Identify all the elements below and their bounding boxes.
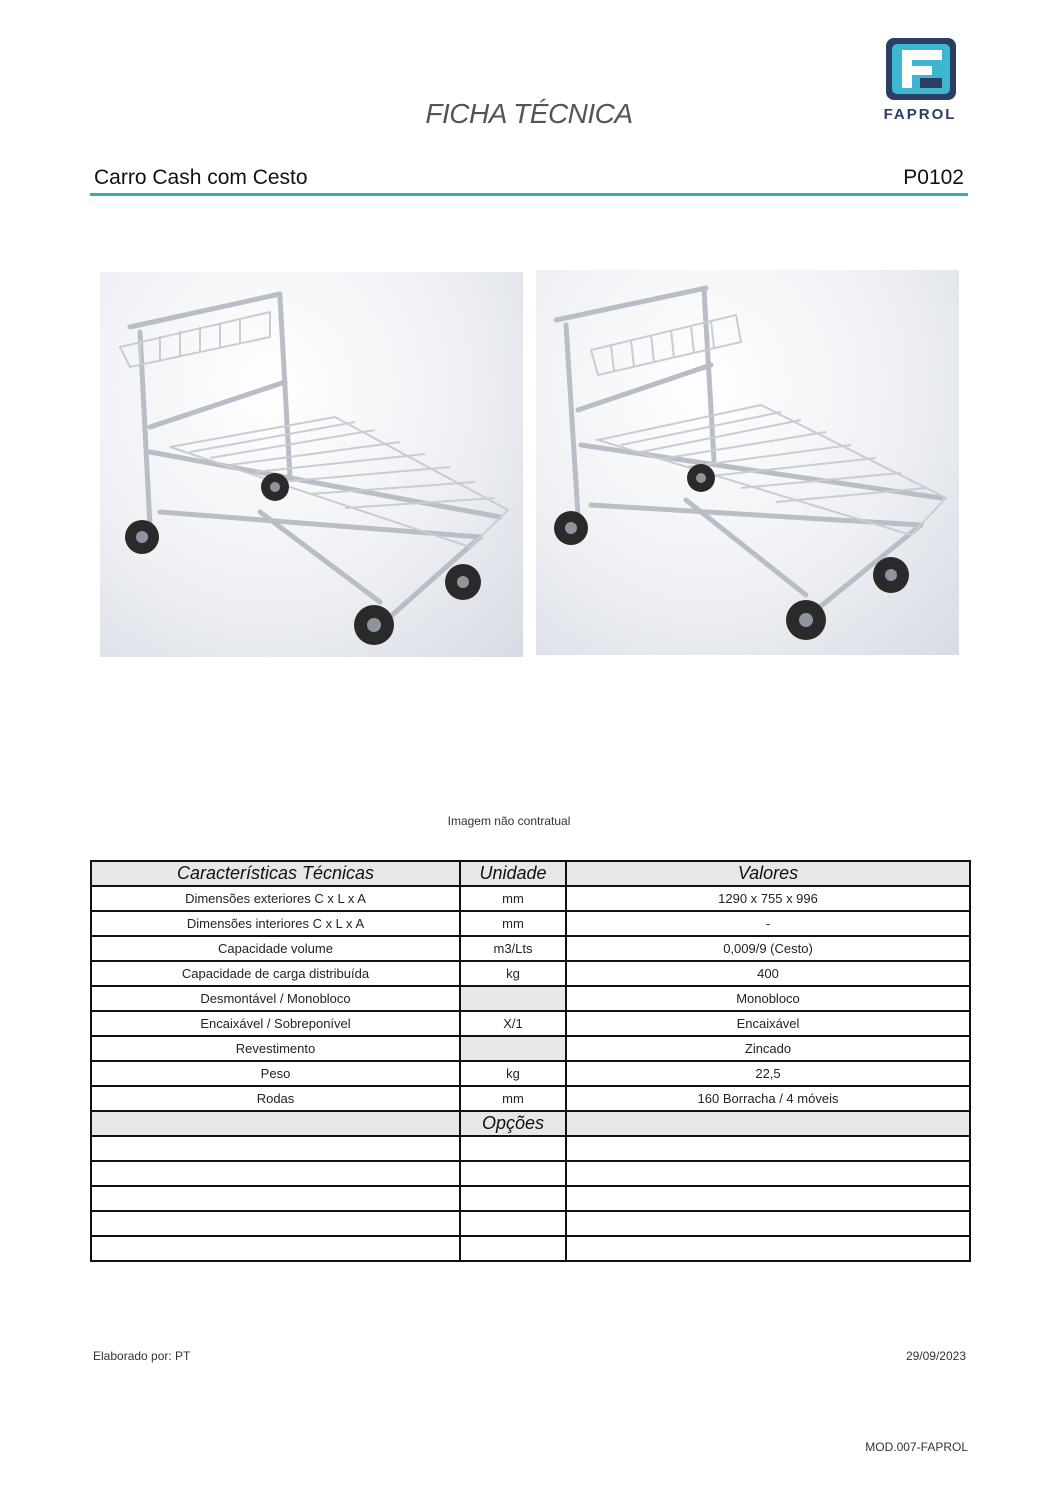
value-cell: 1290 x 755 x 996 (566, 886, 970, 911)
table-row (91, 961, 970, 986)
option-row (91, 1211, 970, 1236)
option-characteristic-cell (91, 1186, 460, 1211)
value-cell: 0,009/9 (Cesto) (566, 936, 970, 961)
cart-illustration-right (536, 270, 959, 657)
option-value-cell (566, 1161, 970, 1186)
option-row (91, 1161, 970, 1186)
characteristic-cell: Capacidade volume (91, 936, 460, 961)
option-row (91, 1136, 970, 1161)
header-values: Valores (566, 861, 970, 886)
characteristic-cell: Revestimento (91, 1036, 460, 1061)
characteristic-cell: Encaixável / Sobreponível (91, 1011, 460, 1036)
option-characteristic-cell (91, 1236, 460, 1261)
unit-cell (460, 986, 566, 1011)
table-row (91, 1061, 970, 1086)
value-cell: 160 Borracha / 4 móveis (566, 1086, 970, 1111)
document-title: FICHA TÉCNICA (425, 98, 633, 129)
value-cell: Encaixável (566, 1011, 970, 1036)
unit-cell: mm (460, 1086, 566, 1111)
options-header: Opções (460, 1111, 566, 1136)
characteristic-cell: Peso (91, 1061, 460, 1086)
options-header-row (91, 1111, 970, 1136)
option-value-cell (566, 1236, 970, 1261)
image-disclaimer: Imagem não contratual (447, 814, 571, 828)
header-unit: Unidade (460, 861, 566, 886)
cart-photo-left (100, 272, 523, 657)
option-characteristic-cell (91, 1211, 460, 1236)
characteristic-cell: Capacidade de carga distribuída (91, 961, 460, 986)
specs-table (90, 860, 971, 1262)
form-code: MOD.007-FAPROL (865, 1440, 968, 1454)
option-row (91, 1236, 970, 1261)
unit-cell: kg (460, 1061, 566, 1086)
prepared-by: Elaborado por: PT (93, 1349, 191, 1363)
option-unit-cell (460, 1136, 566, 1161)
table-row (91, 1011, 970, 1036)
product-name: Carro Cash com Cesto (94, 166, 308, 189)
table-row (91, 886, 970, 911)
table-row (91, 911, 970, 936)
title-underline (90, 193, 968, 196)
option-value-cell (566, 1186, 970, 1211)
unit-cell: mm (460, 886, 566, 911)
table-row (91, 1036, 970, 1061)
specs-header-row (91, 861, 970, 886)
table-row (91, 986, 970, 1011)
cart-illustration-left (100, 272, 523, 657)
value-cell: Zincado (566, 1036, 970, 1061)
characteristic-cell: Dimensões exteriores C x L x A (91, 886, 460, 911)
document-date: 29/09/2023 (905, 1349, 966, 1363)
unit-cell: kg (460, 961, 566, 986)
option-unit-cell (460, 1161, 566, 1186)
characteristic-cell: Dimensões interiores C x L x A (91, 911, 460, 936)
option-characteristic-cell (91, 1161, 460, 1186)
logo-wordmark: FAPROL (883, 106, 957, 123)
option-unit-cell (460, 1236, 566, 1261)
option-row (91, 1186, 970, 1211)
table-row (91, 936, 970, 961)
options-header-blank (566, 1111, 970, 1136)
option-value-cell (566, 1136, 970, 1161)
option-unit-cell (460, 1211, 566, 1236)
value-cell: 400 (566, 961, 970, 986)
options-header-blank (91, 1111, 460, 1136)
characteristic-cell: Rodas (91, 1086, 460, 1111)
product-code: P0102 (903, 166, 964, 189)
option-characteristic-cell (91, 1136, 460, 1161)
characteristic-cell: Desmontável / Monobloco (91, 986, 460, 1011)
header-characteristics: Características Técnicas (91, 861, 460, 886)
table-row (91, 1086, 970, 1111)
value-cell: 22,5 (566, 1061, 970, 1086)
cart-photo-right (536, 270, 959, 655)
unit-cell: mm (460, 911, 566, 936)
value-cell: Monobloco (566, 986, 970, 1011)
unit-cell: X/1 (460, 1011, 566, 1036)
unit-cell (460, 1036, 566, 1061)
unit-cell: m3/Lts (460, 936, 566, 961)
option-unit-cell (460, 1186, 566, 1211)
option-value-cell (566, 1211, 970, 1236)
value-cell: - (566, 911, 970, 936)
